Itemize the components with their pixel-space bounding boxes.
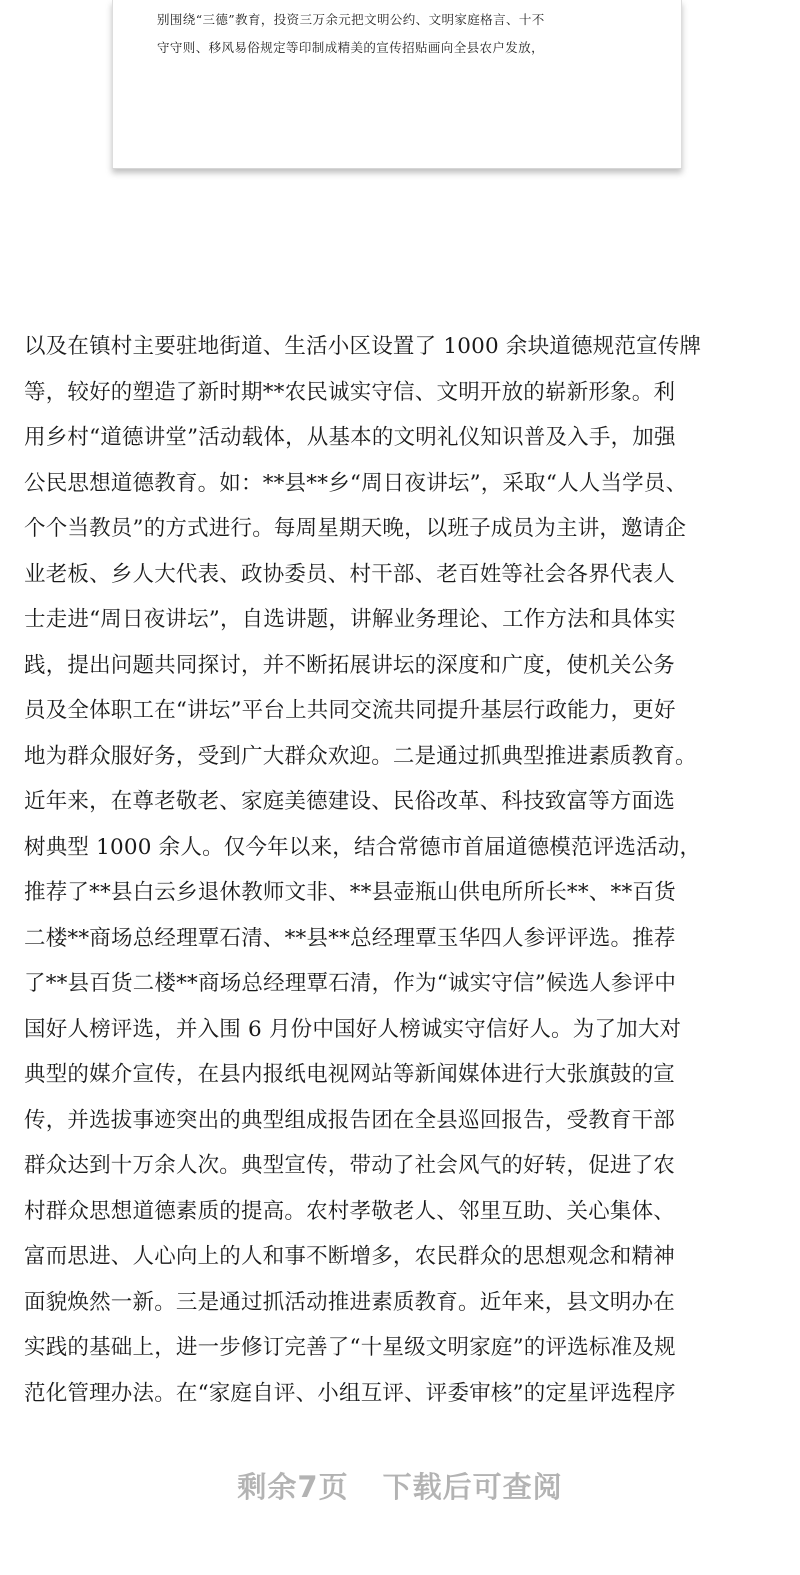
body-line: 公民思想道德教育。如：**县**乡“周日夜讲坛”，采取“人人当学员、: [24, 470, 688, 496]
body-line: 国好人榜评选，并入围 6 月份中国好人榜诚实守信好人。为了加大对: [24, 1016, 682, 1042]
remaining-pages-label: 剩余7页: [237, 1470, 349, 1504]
body-line: 富而思进、人心向上的人和事不断增多，农民群众的思想观念和精神: [24, 1244, 676, 1269]
download-hint-label: 下载后可查阅: [382, 1470, 563, 1504]
body-line: 近年来，在尊老敬老、家庭美德建设、民俗改革、科技致富等方面选: [24, 789, 676, 814]
body-line: 士走进“周日夜讲坛”，自选讲题，讲解业务理论、工作方法和具体实: [24, 607, 676, 632]
preview-card: [112, 0, 682, 169]
body-line: 用乡村“道德讲堂”活动载体，从基本的文明礼仪知识普及入手，加强: [24, 425, 676, 450]
body-line: 等，较好的塑造了新时期**农民诚实守信、文明开放的崭新形象。利: [24, 379, 676, 405]
body-line: 二楼**商场总经理覃石清、**县**总经理覃玉华四人参评评选。推荐: [24, 925, 676, 951]
body-line: 村群众思想道德素质的提高。农村孝敬老人、邻里互助、关心集体、: [24, 1198, 676, 1224]
body-line: 员及全体职工在“讲坛”平台上共同交流共同提升基层行政能力，更好: [24, 698, 676, 723]
body-line: 面貌焕然一新。三是通过抓活动推进素质教育。近年来，县文明办在: [24, 1289, 676, 1315]
download-prompt[interactable]: [0, 1465, 800, 1506]
body-line: 树典型 1000 余人。仅今年以来，结合常德市首届道德模范评选活动，: [24, 834, 702, 860]
body-line: 业老板、乡人大代表、政协委员、村干部、老百姓等社会各界代表人: [24, 561, 676, 587]
preview-line-1: 别围绕“三德”教育，投资三万余元把文明公约、文明家庭格言、十不: [157, 12, 545, 27]
body-line: 地为群众服好务，受到广大群众欢迎。二是通过抓典型推进素质教育。: [24, 743, 697, 769]
body-line: 个个当教员”的方式进行。每周星期天晚，以班子成员为主讲，邀请企: [24, 516, 687, 541]
body-line: 推荐了**县白云乡退休教师文非、**县壶瓶山供电所所长**、**百货: [24, 880, 676, 905]
body-line: 实践的基础上，进一步修订完善了“十星级文明家庭”的评选标准及规: [24, 1335, 676, 1360]
document-body: [24, 324, 784, 1416]
body-line: 范化管理办法。在“家庭自评、小组互评、评委审核”的定星评选程序: [24, 1380, 676, 1406]
body-line: 践，提出问题共同探讨，并不断拓展讲坛的深度和广度，使机关公务: [24, 652, 676, 678]
body-line: 了**县百货二楼**商场总经理覃石清，作为“诚实守信”候选人参评中: [24, 971, 677, 996]
preview-line-2: 守守则、移风易俗规定等印制成精美的宣传招贴画向全县农户发放，: [157, 40, 545, 55]
body-line: 典型的媒介宣传，在县内报纸电视网站等新闻媒体进行大张旗鼓的宣: [24, 1062, 676, 1087]
body-line: 群众达到十万余人次。典型宣传，带动了社会风气的好转，促进了农: [24, 1153, 676, 1178]
body-line: 以及在镇村主要驻地街道、生活小区设置了 1000 余块道德规范宣传牌: [24, 334, 702, 359]
body-line: 传，并选拔事迹突出的典型组成报告团在全县巡回报告，受教育干部: [24, 1107, 676, 1133]
